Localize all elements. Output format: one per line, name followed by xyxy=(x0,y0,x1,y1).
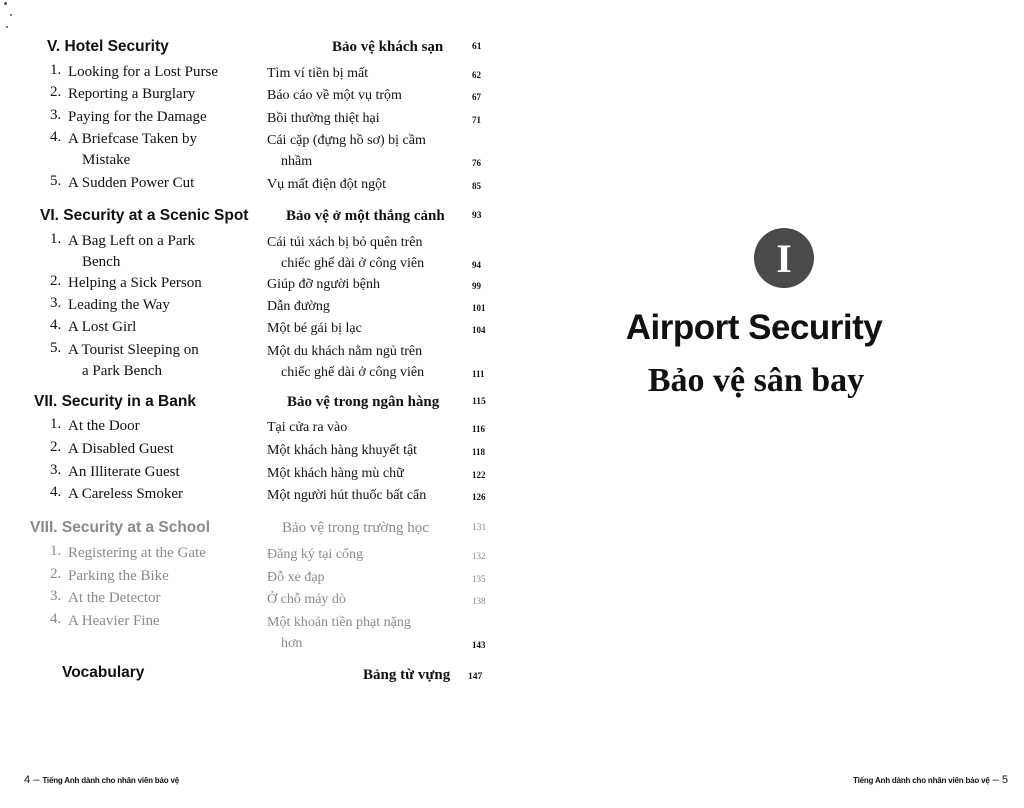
entry-title-en: A Sudden Power Cut xyxy=(68,175,195,191)
entry-title-vi xyxy=(267,612,467,654)
entry-title-en: Helping a Sick Person xyxy=(68,275,202,291)
section-title-vi: Bảo vệ ở một thắng cảnh xyxy=(286,208,445,224)
section-title-vi: Bảo vệ khách sạn xyxy=(332,39,444,55)
entry-title-vi: Đăng ký tại cổng xyxy=(267,547,364,562)
entry-title-en: An Illiterate Guest xyxy=(68,464,180,480)
entry-title-vi: Tìm ví tiền bị mất xyxy=(267,66,369,81)
entry-title-en: Leading the Way xyxy=(68,297,170,313)
section-heading xyxy=(0,393,512,415)
entry-title-vi: Một khách hàng khuyết tật xyxy=(267,443,418,458)
entry-page-number: 118 xyxy=(472,447,486,457)
footer-page-number: 5 xyxy=(1001,774,1008,786)
entry-title-en: Parking the Bike xyxy=(68,568,169,584)
entry-title-en-line1: A Bag Left on a Park xyxy=(68,233,196,249)
entry-title-en-line2: a Park Bench xyxy=(82,363,162,379)
section-heading xyxy=(0,519,512,541)
entry-title-en: A Careless Smoker xyxy=(68,486,183,502)
section-page-number: 93 xyxy=(472,211,482,221)
entry-title-en: At the Door xyxy=(68,418,140,434)
section-title-en: VII. Security in a Bank xyxy=(34,393,196,410)
entry-page-number: 94 xyxy=(472,260,481,270)
chapter-number: I xyxy=(776,235,792,281)
entry-title-vi: Một khách hàng mù chữ xyxy=(267,466,404,481)
entry-title-en-line1: A Tourist Sleeping on xyxy=(68,342,199,358)
vocabulary-title-en: Vocabulary xyxy=(62,664,145,681)
entry-page-number: 143 xyxy=(472,640,486,650)
entry-page-number: 67 xyxy=(472,92,481,102)
entry-title-vi-line1: Một khoản tiền phạt nặng xyxy=(267,615,411,630)
entry-title-en xyxy=(68,231,258,273)
footer-left xyxy=(24,774,179,786)
entry-page-number: 101 xyxy=(472,303,486,313)
entry-number: 4. xyxy=(50,129,62,145)
entry-title-en: A Heavier Fine xyxy=(68,613,160,629)
entry-title-vi-line1: Cái túi xách bị bỏ quên trên xyxy=(267,235,423,250)
entry-title-en: Reporting a Burglary xyxy=(68,86,196,102)
entry-title-vi: Báo cáo về một vụ trộm xyxy=(267,88,402,103)
entry-title-vi-line2: chiếc ghế dài ở công viên xyxy=(281,256,425,271)
footer-right xyxy=(853,774,1008,786)
entry-number: 5. xyxy=(50,340,62,356)
entry-title-vi: Một người hút thuốc bất cẩn xyxy=(267,488,427,503)
scan-speck xyxy=(6,26,8,28)
entry-page-number: 85 xyxy=(472,181,481,191)
entry-page-number: 99 xyxy=(472,281,481,291)
entry-title-en xyxy=(68,129,258,171)
footer-page-number: 4 xyxy=(24,774,31,786)
entry-number: 1. xyxy=(50,543,62,559)
entry-page-number: 76 xyxy=(472,158,481,168)
entry-title-vi-line2: hơn xyxy=(281,636,303,651)
entry-number: 4. xyxy=(50,317,62,333)
entry-number: 4. xyxy=(50,611,62,627)
section-page-number: 115 xyxy=(472,397,486,407)
entry-number: 3. xyxy=(50,588,62,604)
scan-speck xyxy=(4,2,7,5)
entry-title-vi-line1: Cái cặp (đựng hồ sơ) bị cầm xyxy=(267,133,426,148)
entry-page-number: 132 xyxy=(472,551,486,561)
entry-number: 1. xyxy=(50,416,62,432)
entry-page-number: 126 xyxy=(472,492,486,502)
entry-number: 3. xyxy=(50,107,62,123)
entry-title-vi xyxy=(267,232,467,274)
section-title-vi: Bảo vệ trong ngân hàng xyxy=(287,394,440,410)
entry-title-vi-line1: Một du khách nằm ngủ trên xyxy=(267,344,423,359)
section-page-number: 131 xyxy=(472,523,487,533)
entry-title-vi: Ở chỗ máy dò xyxy=(267,592,346,607)
entry-title-en-line2: Bench xyxy=(82,254,121,270)
entry-title-vi xyxy=(267,341,467,383)
right-page xyxy=(512,0,1024,808)
entry-number: 3. xyxy=(50,462,62,478)
entry-page-number: 138 xyxy=(472,596,486,606)
section-page-number: 61 xyxy=(472,42,482,52)
entry-number: 1. xyxy=(50,62,62,78)
entry-title-en: At the Detector xyxy=(68,590,161,606)
entry-page-number: 135 xyxy=(472,574,486,584)
entry-number: 2. xyxy=(50,439,62,455)
entry-title-en: Paying for the Damage xyxy=(68,109,207,125)
section-title-vi: Bảo vệ trong trường học xyxy=(282,520,429,536)
entry-title-vi-line2: nhầm xyxy=(281,154,313,169)
entry-number: 3. xyxy=(50,295,62,311)
footer-dash: – xyxy=(33,774,40,786)
section-heading xyxy=(0,38,512,60)
entry-number: 1. xyxy=(50,231,62,247)
footer-dash: – xyxy=(992,774,999,786)
chapter-title-en: Airport Security xyxy=(625,308,883,347)
entry-page-number: 104 xyxy=(472,325,486,335)
chapter-number-badge xyxy=(754,228,814,288)
entry-page-number: 71 xyxy=(472,115,481,125)
entry-title-vi xyxy=(267,130,467,172)
section-title-en: VI. Security at a Scenic Spot xyxy=(40,207,249,224)
section-title-en: VIII. Security at a School xyxy=(30,519,211,536)
entry-title-en-line2: Mistake xyxy=(82,152,131,168)
entry-title-vi: Tại cửa ra vào xyxy=(267,420,348,435)
footer-book-title: Tiếng Anh dành cho nhân viên bảo vệ xyxy=(42,776,179,785)
entry-title-en: Registering at the Gate xyxy=(68,545,206,561)
entry-title-vi: Giúp đỡ người bệnh xyxy=(267,277,380,292)
entry-page-number: 116 xyxy=(472,424,486,434)
entry-title-en: Looking for a Lost Purse xyxy=(68,64,218,80)
entry-title-vi-line2: chiếc ghế dài ở công viên xyxy=(281,365,425,380)
entry-number: 2. xyxy=(50,566,62,582)
entry-title-en: A Disabled Guest xyxy=(68,441,174,457)
entry-number: 2. xyxy=(50,273,62,289)
entry-title-en xyxy=(68,340,258,382)
scan-speck xyxy=(10,14,12,16)
entry-number: 5. xyxy=(50,173,62,189)
entry-page-number: 122 xyxy=(472,470,486,480)
entry-page-number: 111 xyxy=(472,369,485,379)
entry-title-en-line1: A Briefcase Taken by xyxy=(68,131,198,147)
section-title-en: V. Hotel Security xyxy=(47,38,169,55)
entry-title-vi: Đỗ xe đạp xyxy=(267,570,325,585)
section-heading xyxy=(0,207,512,229)
entry-title-vi: Bồi thường thiệt hại xyxy=(267,111,380,126)
chapter-title-vi: Bảo vệ sân bay xyxy=(647,362,865,399)
vocabulary-page-number: 147 xyxy=(468,672,483,682)
entry-title-en: A Lost Girl xyxy=(68,319,137,335)
entry-number: 2. xyxy=(50,84,62,100)
entry-number: 4. xyxy=(50,484,62,500)
entry-page-number: 62 xyxy=(472,70,481,80)
vocabulary-title-vi: Bảng từ vựng xyxy=(363,667,451,683)
footer-book-title: Tiếng Anh dành cho nhân viên bảo vệ xyxy=(853,776,990,785)
entry-title-vi: Dẫn đường xyxy=(267,299,330,314)
entry-title-vi: Một bé gái bị lạc xyxy=(267,321,362,336)
entry-title-vi: Vụ mất điện đột ngột xyxy=(267,177,386,192)
